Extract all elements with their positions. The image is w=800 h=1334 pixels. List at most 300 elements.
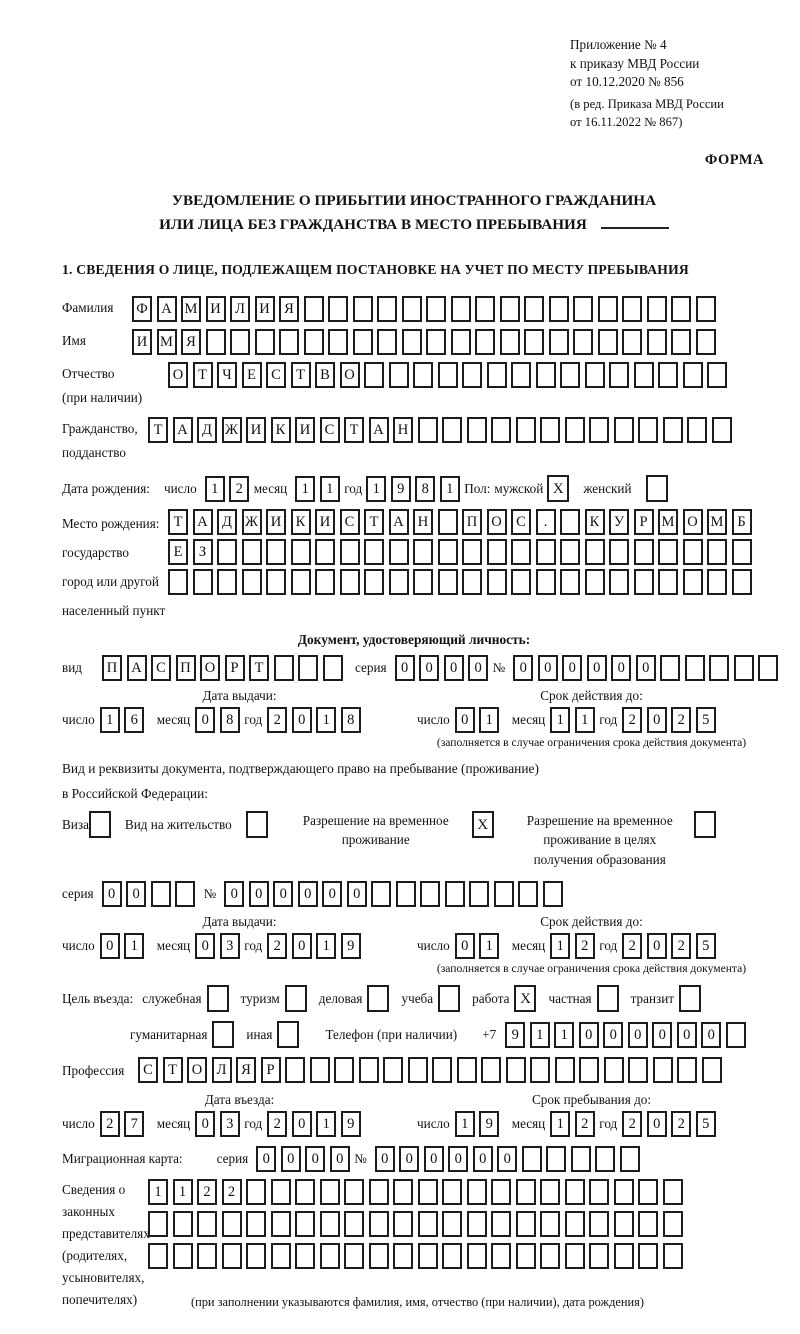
char-box[interactable] xyxy=(683,569,703,595)
char-box[interactable] xyxy=(279,329,299,355)
char-box[interactable] xyxy=(589,1179,609,1205)
char-box[interactable] xyxy=(475,329,495,355)
char-box[interactable] xyxy=(638,1179,658,1205)
char-box[interactable] xyxy=(315,539,335,565)
char-box[interactable] xyxy=(344,1179,364,1205)
char-box[interactable]: 1 xyxy=(366,476,386,502)
char-box[interactable]: 0 xyxy=(677,1022,697,1048)
char-box[interactable]: Р xyxy=(261,1057,281,1083)
char-box[interactable]: 0 xyxy=(102,881,122,907)
char-box[interactable]: 0 xyxy=(424,1146,444,1172)
option-temp-residence-education-checkbox[interactable] xyxy=(694,811,716,838)
char-box[interactable]: 1 xyxy=(455,1111,475,1137)
char-box[interactable] xyxy=(442,1243,462,1269)
char-box[interactable] xyxy=(653,1057,673,1083)
char-box[interactable]: 0 xyxy=(628,1022,648,1048)
char-box[interactable]: 1 xyxy=(148,1179,168,1205)
char-box[interactable] xyxy=(571,1146,591,1172)
char-box[interactable] xyxy=(445,881,465,907)
char-box[interactable] xyxy=(371,881,391,907)
char-box[interactable] xyxy=(353,296,373,322)
char-box[interactable] xyxy=(426,296,446,322)
char-box[interactable] xyxy=(565,1211,585,1237)
char-box[interactable]: 0 xyxy=(538,655,558,681)
char-box[interactable]: Ж xyxy=(222,417,242,443)
char-box[interactable] xyxy=(462,569,482,595)
char-box[interactable]: 0 xyxy=(647,707,667,733)
char-box[interactable]: 9 xyxy=(479,1111,499,1137)
char-box[interactable]: 3 xyxy=(220,1111,240,1137)
char-box[interactable]: А xyxy=(369,417,389,443)
char-box[interactable] xyxy=(530,1057,550,1083)
char-box[interactable]: А xyxy=(173,417,193,443)
char-box[interactable]: И xyxy=(206,296,226,322)
char-box[interactable] xyxy=(369,1179,389,1205)
char-box[interactable]: 2 xyxy=(222,1179,242,1205)
char-box[interactable] xyxy=(328,329,348,355)
char-box[interactable]: Д xyxy=(217,509,237,535)
char-box[interactable]: 2 xyxy=(575,933,595,959)
char-box[interactable]: 0 xyxy=(395,655,415,681)
char-box[interactable] xyxy=(389,569,409,595)
char-box[interactable] xyxy=(609,362,629,388)
char-box[interactable] xyxy=(628,1057,648,1083)
char-box[interactable] xyxy=(413,362,433,388)
purpose-private-checkbox[interactable] xyxy=(597,985,619,1012)
char-box[interactable] xyxy=(408,1057,428,1083)
char-box[interactable] xyxy=(585,569,605,595)
char-box[interactable] xyxy=(647,296,667,322)
char-box[interactable]: 0 xyxy=(652,1022,672,1048)
char-box[interactable]: 0 xyxy=(273,881,293,907)
char-box[interactable] xyxy=(469,881,489,907)
char-box[interactable] xyxy=(222,1243,242,1269)
char-box[interactable] xyxy=(438,509,458,535)
char-box[interactable] xyxy=(168,569,188,595)
char-box[interactable] xyxy=(609,539,629,565)
char-box[interactable]: Т xyxy=(344,417,364,443)
char-box[interactable]: 1 xyxy=(316,1111,336,1137)
char-box[interactable] xyxy=(442,1179,462,1205)
purpose-tourism-checkbox[interactable] xyxy=(285,985,307,1012)
char-box[interactable]: 0 xyxy=(562,655,582,681)
char-box[interactable] xyxy=(685,655,705,681)
char-box[interactable] xyxy=(511,539,531,565)
char-box[interactable] xyxy=(683,362,703,388)
char-box[interactable] xyxy=(707,569,727,595)
char-box[interactable] xyxy=(151,881,171,907)
char-box[interactable]: А xyxy=(193,509,213,535)
char-box[interactable] xyxy=(500,296,520,322)
char-box[interactable]: Я xyxy=(236,1057,256,1083)
char-box[interactable]: К xyxy=(291,509,311,535)
char-box[interactable]: Т xyxy=(291,362,311,388)
char-box[interactable] xyxy=(271,1179,291,1205)
char-box[interactable]: 5 xyxy=(696,933,716,959)
purpose-study-checkbox[interactable] xyxy=(438,985,460,1012)
char-box[interactable] xyxy=(175,881,195,907)
char-box[interactable] xyxy=(271,1243,291,1269)
char-box[interactable] xyxy=(315,569,335,595)
char-box[interactable] xyxy=(481,1057,501,1083)
char-box[interactable]: 0 xyxy=(100,933,120,959)
char-box[interactable]: М xyxy=(157,329,177,355)
char-box[interactable]: И xyxy=(266,509,286,535)
char-box[interactable] xyxy=(598,329,618,355)
char-box[interactable] xyxy=(393,1211,413,1237)
char-box[interactable] xyxy=(491,1211,511,1237)
char-box[interactable]: М xyxy=(181,296,201,322)
char-box[interactable] xyxy=(516,1211,536,1237)
char-box[interactable] xyxy=(291,539,311,565)
char-box[interactable] xyxy=(543,881,563,907)
char-box[interactable]: 1 xyxy=(550,1111,570,1137)
char-box[interactable]: 1 xyxy=(440,476,460,502)
char-box[interactable] xyxy=(369,1211,389,1237)
char-box[interactable]: 0 xyxy=(256,1146,276,1172)
char-box[interactable] xyxy=(696,329,716,355)
char-box[interactable] xyxy=(732,539,752,565)
char-box[interactable] xyxy=(451,296,471,322)
char-box[interactable] xyxy=(663,417,683,443)
char-box[interactable]: С xyxy=(511,509,531,535)
purpose-official-checkbox[interactable] xyxy=(207,985,229,1012)
char-box[interactable] xyxy=(585,362,605,388)
char-box[interactable]: 5 xyxy=(696,1111,716,1137)
char-box[interactable] xyxy=(418,1243,438,1269)
char-box[interactable] xyxy=(442,417,462,443)
char-box[interactable]: О xyxy=(200,655,220,681)
char-box[interactable] xyxy=(475,296,495,322)
char-box[interactable] xyxy=(614,1243,634,1269)
char-box[interactable] xyxy=(467,417,487,443)
char-box[interactable] xyxy=(573,296,593,322)
char-box[interactable]: 0 xyxy=(611,655,631,681)
gender-female-checkbox[interactable] xyxy=(646,475,668,502)
char-box[interactable] xyxy=(402,296,422,322)
char-box[interactable]: 0 xyxy=(330,1146,350,1172)
char-box[interactable]: Б xyxy=(732,509,752,535)
char-box[interactable] xyxy=(540,1179,560,1205)
char-box[interactable] xyxy=(712,417,732,443)
char-box[interactable] xyxy=(369,1243,389,1269)
char-box[interactable]: 0 xyxy=(249,881,269,907)
purpose-work-checkbox[interactable]: X xyxy=(514,985,536,1012)
char-box[interactable]: 2 xyxy=(229,476,249,502)
char-box[interactable]: 0 xyxy=(298,881,318,907)
char-box[interactable]: 0 xyxy=(444,655,464,681)
char-box[interactable] xyxy=(304,296,324,322)
char-box[interactable]: И xyxy=(132,329,152,355)
char-box[interactable]: К xyxy=(271,417,291,443)
char-box[interactable] xyxy=(634,539,654,565)
char-box[interactable] xyxy=(565,1243,585,1269)
char-box[interactable] xyxy=(702,1057,722,1083)
char-box[interactable] xyxy=(320,1211,340,1237)
char-box[interactable]: 0 xyxy=(455,933,475,959)
char-box[interactable] xyxy=(726,1022,746,1048)
char-box[interactable] xyxy=(291,569,311,595)
char-box[interactable]: Т xyxy=(364,509,384,535)
char-box[interactable] xyxy=(467,1179,487,1205)
char-box[interactable] xyxy=(585,539,605,565)
char-box[interactable]: П xyxy=(462,509,482,535)
char-box[interactable] xyxy=(658,539,678,565)
option-temp-residence-checkbox[interactable]: X xyxy=(472,811,494,838)
char-box[interactable]: Н xyxy=(393,417,413,443)
char-box[interactable] xyxy=(217,569,237,595)
char-box[interactable] xyxy=(173,1211,193,1237)
char-box[interactable] xyxy=(491,1243,511,1269)
char-box[interactable]: 0 xyxy=(399,1146,419,1172)
char-box[interactable]: 0 xyxy=(579,1022,599,1048)
char-box[interactable] xyxy=(487,362,507,388)
char-box[interactable] xyxy=(658,362,678,388)
char-box[interactable] xyxy=(418,1179,438,1205)
char-box[interactable] xyxy=(555,1057,575,1083)
option-visa-checkbox[interactable] xyxy=(89,811,111,838)
char-box[interactable] xyxy=(658,569,678,595)
char-box[interactable] xyxy=(549,296,569,322)
char-box[interactable] xyxy=(560,362,580,388)
char-box[interactable] xyxy=(193,569,213,595)
purpose-humanitarian-checkbox[interactable] xyxy=(212,1021,234,1048)
char-box[interactable]: 5 xyxy=(696,707,716,733)
char-box[interactable] xyxy=(565,1179,585,1205)
char-box[interactable]: С xyxy=(340,509,360,535)
char-box[interactable]: 1 xyxy=(173,1179,193,1205)
char-box[interactable] xyxy=(758,655,778,681)
char-box[interactable] xyxy=(418,417,438,443)
char-box[interactable] xyxy=(242,569,262,595)
char-box[interactable]: Н xyxy=(413,509,433,535)
char-box[interactable]: 2 xyxy=(671,1111,691,1137)
char-box[interactable] xyxy=(516,1179,536,1205)
char-box[interactable]: И xyxy=(246,417,266,443)
char-box[interactable]: 0 xyxy=(305,1146,325,1172)
gender-male-checkbox[interactable]: X xyxy=(547,475,569,502)
char-box[interactable] xyxy=(560,569,580,595)
char-box[interactable]: . xyxy=(536,509,556,535)
char-box[interactable] xyxy=(344,1243,364,1269)
char-box[interactable]: 2 xyxy=(671,933,691,959)
char-box[interactable]: Т xyxy=(193,362,213,388)
char-box[interactable]: 0 xyxy=(419,655,439,681)
char-box[interactable] xyxy=(671,329,691,355)
option-residence-permit-checkbox[interactable] xyxy=(246,811,268,838)
char-box[interactable] xyxy=(206,329,226,355)
char-box[interactable]: 1 xyxy=(554,1022,574,1048)
char-box[interactable]: 0 xyxy=(473,1146,493,1172)
char-box[interactable] xyxy=(546,1146,566,1172)
char-box[interactable] xyxy=(359,1057,379,1083)
char-box[interactable] xyxy=(383,1057,403,1083)
char-box[interactable] xyxy=(148,1243,168,1269)
char-box[interactable] xyxy=(242,539,262,565)
char-box[interactable] xyxy=(620,1146,640,1172)
char-box[interactable]: О xyxy=(168,362,188,388)
char-box[interactable]: З xyxy=(193,539,213,565)
char-box[interactable] xyxy=(663,1243,683,1269)
char-box[interactable]: Т xyxy=(148,417,168,443)
char-box[interactable]: 1 xyxy=(479,707,499,733)
char-box[interactable]: М xyxy=(707,509,727,535)
char-box[interactable] xyxy=(413,539,433,565)
char-box[interactable]: 9 xyxy=(341,1111,361,1137)
char-box[interactable]: 2 xyxy=(100,1111,120,1137)
char-box[interactable] xyxy=(255,329,275,355)
char-box[interactable]: 2 xyxy=(575,1111,595,1137)
char-box[interactable]: А xyxy=(127,655,147,681)
char-box[interactable]: 1 xyxy=(316,933,336,959)
char-box[interactable] xyxy=(402,329,422,355)
char-box[interactable]: Т xyxy=(163,1057,183,1083)
char-box[interactable]: Я xyxy=(181,329,201,355)
char-box[interactable]: 1 xyxy=(575,707,595,733)
char-box[interactable] xyxy=(511,362,531,388)
purpose-business-checkbox[interactable] xyxy=(367,985,389,1012)
char-box[interactable]: О xyxy=(487,509,507,535)
char-box[interactable] xyxy=(565,417,585,443)
char-box[interactable] xyxy=(506,1057,526,1083)
char-box[interactable]: Ж xyxy=(242,509,262,535)
char-box[interactable]: 2 xyxy=(267,707,287,733)
char-box[interactable] xyxy=(377,296,397,322)
char-box[interactable] xyxy=(334,1057,354,1083)
char-box[interactable] xyxy=(536,539,556,565)
char-box[interactable]: 8 xyxy=(415,476,435,502)
char-box[interactable]: Д xyxy=(197,417,217,443)
char-box[interactable] xyxy=(344,1211,364,1237)
char-box[interactable] xyxy=(598,296,618,322)
char-box[interactable] xyxy=(516,417,536,443)
char-box[interactable] xyxy=(536,362,556,388)
char-box[interactable] xyxy=(604,1057,624,1083)
char-box[interactable]: 1 xyxy=(100,707,120,733)
purpose-transit-checkbox[interactable] xyxy=(679,985,701,1012)
char-box[interactable] xyxy=(328,296,348,322)
char-box[interactable] xyxy=(524,296,544,322)
char-box[interactable] xyxy=(217,539,237,565)
char-box[interactable] xyxy=(494,881,514,907)
char-box[interactable] xyxy=(540,1211,560,1237)
char-box[interactable] xyxy=(432,1057,452,1083)
char-box[interactable] xyxy=(734,655,754,681)
char-box[interactable]: Т xyxy=(249,655,269,681)
char-box[interactable]: П xyxy=(176,655,196,681)
char-box[interactable] xyxy=(418,1211,438,1237)
char-box[interactable]: 0 xyxy=(195,933,215,959)
char-box[interactable]: 0 xyxy=(455,707,475,733)
char-box[interactable] xyxy=(310,1057,330,1083)
char-box[interactable] xyxy=(298,655,318,681)
char-box[interactable] xyxy=(266,569,286,595)
char-box[interactable] xyxy=(677,1057,697,1083)
char-box[interactable] xyxy=(457,1057,477,1083)
char-box[interactable]: 0 xyxy=(375,1146,395,1172)
char-box[interactable] xyxy=(663,1179,683,1205)
char-box[interactable] xyxy=(451,329,471,355)
char-box[interactable] xyxy=(413,569,433,595)
char-box[interactable] xyxy=(647,329,667,355)
char-box[interactable] xyxy=(638,1211,658,1237)
char-box[interactable] xyxy=(230,329,250,355)
char-box[interactable] xyxy=(353,329,373,355)
char-box[interactable]: Р xyxy=(634,509,654,535)
char-box[interactable]: Ч xyxy=(217,362,237,388)
char-box[interactable]: 0 xyxy=(224,881,244,907)
char-box[interactable]: 7 xyxy=(124,1111,144,1137)
char-box[interactable]: 0 xyxy=(322,881,342,907)
char-box[interactable] xyxy=(266,539,286,565)
char-box[interactable] xyxy=(487,569,507,595)
char-box[interactable]: 9 xyxy=(391,476,411,502)
char-box[interactable]: 2 xyxy=(671,707,691,733)
char-box[interactable] xyxy=(246,1211,266,1237)
char-box[interactable] xyxy=(197,1211,217,1237)
char-box[interactable]: О xyxy=(683,509,703,535)
char-box[interactable]: 1 xyxy=(320,476,340,502)
char-box[interactable] xyxy=(595,1146,615,1172)
char-box[interactable] xyxy=(396,881,416,907)
char-box[interactable] xyxy=(524,329,544,355)
char-box[interactable] xyxy=(732,569,752,595)
char-box[interactable] xyxy=(389,362,409,388)
char-box[interactable] xyxy=(540,417,560,443)
char-box[interactable]: 9 xyxy=(505,1022,525,1048)
char-box[interactable] xyxy=(549,329,569,355)
char-box[interactable]: Л xyxy=(212,1057,232,1083)
char-box[interactable]: 0 xyxy=(468,655,488,681)
char-box[interactable]: М xyxy=(658,509,678,535)
char-box[interactable]: 2 xyxy=(267,933,287,959)
char-box[interactable]: 0 xyxy=(448,1146,468,1172)
char-box[interactable] xyxy=(638,1243,658,1269)
char-box[interactable] xyxy=(579,1057,599,1083)
char-box[interactable]: С xyxy=(266,362,286,388)
char-box[interactable] xyxy=(687,417,707,443)
char-box[interactable] xyxy=(638,417,658,443)
char-box[interactable]: Л xyxy=(230,296,250,322)
char-box[interactable]: 8 xyxy=(341,707,361,733)
char-box[interactable] xyxy=(518,881,538,907)
char-box[interactable] xyxy=(393,1179,413,1205)
char-box[interactable]: Е xyxy=(168,539,188,565)
char-box[interactable] xyxy=(393,1243,413,1269)
char-box[interactable] xyxy=(709,655,729,681)
char-box[interactable]: 9 xyxy=(341,933,361,959)
char-box[interactable] xyxy=(320,1243,340,1269)
char-box[interactable] xyxy=(663,1211,683,1237)
char-box[interactable]: 0 xyxy=(292,707,312,733)
char-box[interactable] xyxy=(438,362,458,388)
char-box[interactable] xyxy=(683,539,703,565)
char-box[interactable]: К xyxy=(585,509,605,535)
char-box[interactable] xyxy=(467,1243,487,1269)
char-box[interactable]: С xyxy=(151,655,171,681)
char-box[interactable]: 0 xyxy=(513,655,533,681)
char-box[interactable] xyxy=(511,569,531,595)
char-box[interactable]: 0 xyxy=(701,1022,721,1048)
char-box[interactable] xyxy=(442,1211,462,1237)
char-box[interactable] xyxy=(271,1211,291,1237)
char-box[interactable]: Т xyxy=(168,509,188,535)
char-box[interactable]: 3 xyxy=(220,933,240,959)
char-box[interactable]: 1 xyxy=(550,933,570,959)
char-box[interactable] xyxy=(500,329,520,355)
char-box[interactable]: 2 xyxy=(267,1111,287,1137)
char-box[interactable] xyxy=(622,296,642,322)
